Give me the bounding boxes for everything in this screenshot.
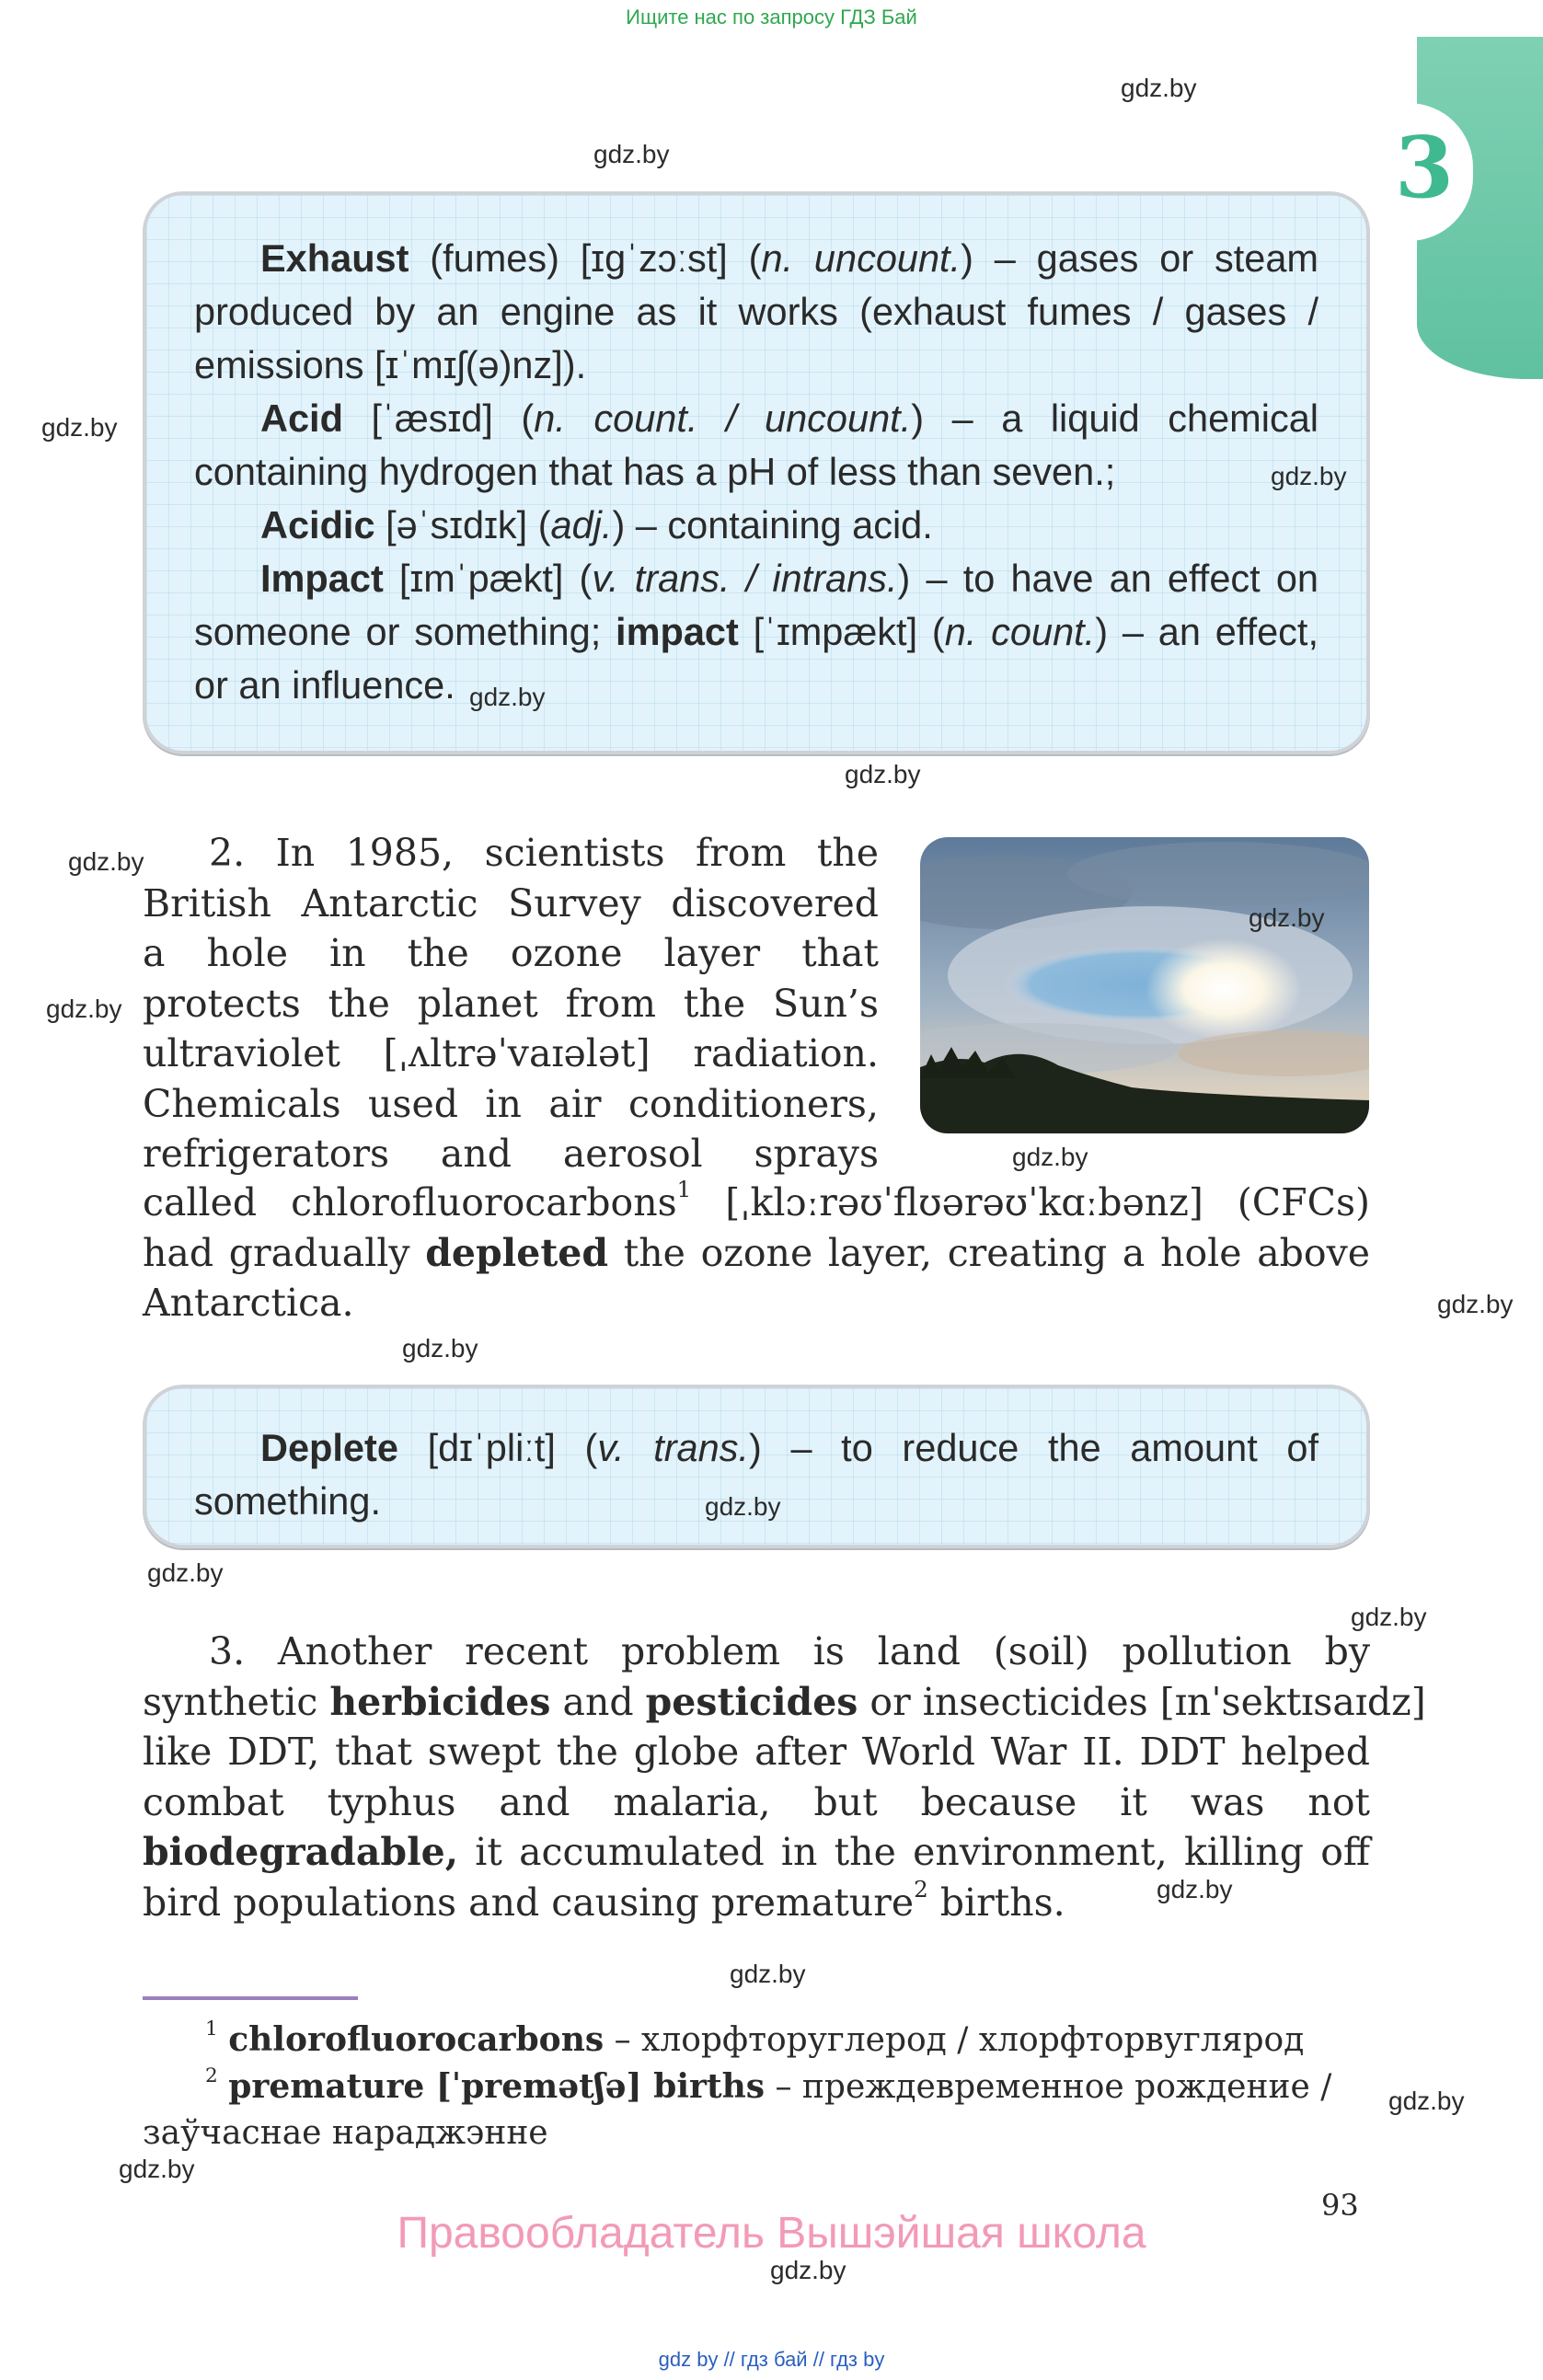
paragraph-2-line: British Antarctic Survey discovered (143, 880, 879, 926)
paragraph-2-line: protects the planet from the Sun’s (143, 981, 879, 1026)
watermark: gdz.by (593, 140, 670, 168)
footnotes (143, 2017, 1370, 2156)
paragraph-3-line: 3. Another recent problem is land (soil) pollution by (209, 1629, 1370, 1673)
watermark: gdz.by (469, 683, 546, 711)
watermark: gdz.by (68, 847, 144, 876)
vocab-entry-impact: Impact [ɪmˈpækt] (v. trans. / intrans.) – to have an effect on someone or something; impact [ˈɪmpækt] (n. count.) – an effect, or an influence. (194, 557, 1318, 707)
watermark: gdz.by (147, 1558, 224, 1587)
footnote-1: $^1$ chlorofluorocarbons – хлорфторуглерод / хлорфторвуглярод (205, 2017, 1305, 2059)
vocab-entry-deplete: Deplete [dɪˈpliːt] (v. trans.) – to reduce the amount of something. (194, 1426, 1318, 1523)
watermark: gdz.by (46, 995, 122, 1023)
paragraph-3-line: combat typhus and malaria, but because it was not (143, 1779, 1370, 1824)
vocabulary-box-1 (143, 191, 1370, 754)
vocabulary-box-2 (143, 1385, 1370, 1548)
watermark: gdz.by (1388, 2087, 1465, 2115)
vocab-entry-acid: Acid [ˈæsɪd] (n. count. / uncount.) – a liquid chemical containing hydrogen that has a pH of less than seven.; (194, 397, 1319, 493)
watermark: gdz.by (41, 413, 118, 442)
watermark: gdz.by (119, 2155, 195, 2183)
watermark: gdz.by (1157, 1875, 1233, 1903)
ozone-sky-photo (920, 837, 1369, 1133)
paragraph-2-line: Chemicals used in air conditioners, (143, 1081, 879, 1126)
vocab-entry-exhaust: Exhaust (fumes) [ɪɡˈzɔːst] (n. uncount.) – gases or steam produced by an engine as it works (exhaust fumes / gases / emissions [ɪˈmɪʃ(ə)nz]). (194, 236, 1318, 386)
watermark: gdz.by (1249, 903, 1325, 932)
watermark: gdz.by (1012, 1143, 1088, 1171)
paragraph-2-line: 2. In 1985, scientists from the (209, 831, 879, 875)
footnote-divider (143, 1996, 358, 2000)
paragraph-2-line: had gradually depleted the ozone layer, creating a hole above (143, 1230, 1371, 1275)
page-number: 93 (1321, 2188, 1359, 2223)
watermark: gdz.by (845, 760, 921, 788)
sky-image (920, 837, 1369, 1133)
paragraph-3-line: like DDT, that swept the globe after World War II. DDT helped (143, 1730, 1370, 1774)
paragraph-2-line: Antarctica. (143, 1281, 354, 1325)
watermark: gdz.by (705, 1492, 781, 1521)
paragraph-2-lower (143, 1178, 1370, 1328)
chapter-number: 3 (1394, 118, 1454, 217)
watermark: gdz.by (1437, 1290, 1514, 1318)
vocab-entry-acidic: Acidic [əˈsɪdɪk] (adj.) – containing acid. (260, 503, 933, 546)
paragraph-2-line: ultraviolet [ˌʌltrəˈvaɪələt] radiation. (143, 1031, 879, 1075)
paragraph-2-line: called chlorofluorocarbons$^1$ [ˌklɔːrəʊˈflʊərəʊˈkɑːbənz] (CFCs) (143, 1176, 1370, 1224)
paragraph-3-line: bird populations and causing premature$^2$ births. (143, 1875, 1065, 1925)
paragraph-2-line: refrigerators and aerosol sprays (143, 1132, 879, 1176)
footer-links[interactable]: gdz by // гдз бай // гдз by (658, 2348, 885, 2371)
watermark: gdz.by (730, 1960, 806, 1988)
paragraph-3-line: synthetic herbicides and pesticides or insecticides [ɪnˈsektɪsaɪdz] (143, 1679, 1426, 1724)
footnote-2: $^2$ premature [ˈpremətʃə] births – преждевременное рождение / заўчаснае нараджэнне (143, 2064, 1332, 2152)
watermark: gdz.by (1271, 462, 1347, 490)
paragraph-3-line: biodegradable, it accumulated in the environment, killing off (143, 1830, 1370, 1874)
watermark: gdz.by (770, 2256, 846, 2284)
watermark: gdz.by (402, 1334, 478, 1362)
watermark: gdz.by (1121, 74, 1197, 102)
paragraph-2-line: a hole in the ozone layer that (143, 931, 879, 975)
paragraph-2-upper (143, 828, 879, 1179)
search-hint-link[interactable]: Ищите нас по запросу ГДЗ Бай (626, 6, 917, 29)
rights-holder: Правообладатель Вышэйшая школа (397, 2209, 1146, 2258)
watermark: gdz.by (1351, 1603, 1427, 1631)
